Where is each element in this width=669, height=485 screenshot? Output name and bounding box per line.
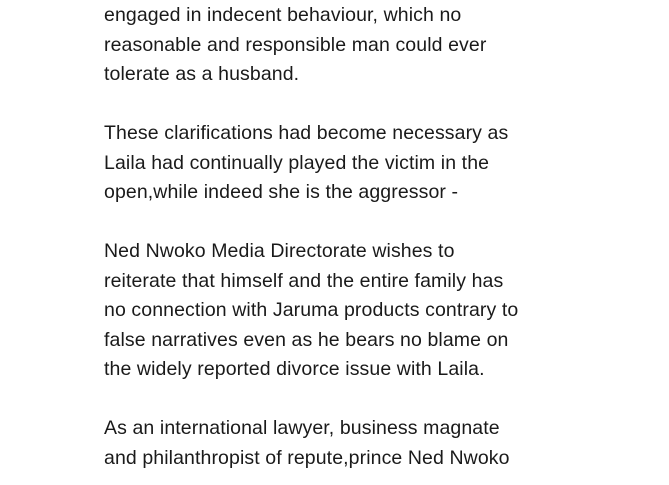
text-line: no connection with Jaruma products contrary to bbox=[104, 299, 519, 321]
text-line: reasonable and responsible man could ever bbox=[104, 33, 487, 56]
text-line: These clarifications had become necessary as bbox=[104, 122, 509, 144]
paragraph-international-lawyer bbox=[104, 414, 624, 473]
paragraph-media-directorate bbox=[104, 237, 624, 385]
text-line: tolerate as a husband. bbox=[104, 63, 300, 85]
text-line: and philanthropist of repute,prince Ned Nwoko bbox=[104, 446, 510, 469]
document-body bbox=[104, 0, 624, 473]
paragraph-spacer bbox=[104, 208, 624, 238]
text-line: engaged in indecent behaviour, which no bbox=[104, 4, 462, 26]
paragraph-spacer bbox=[104, 385, 624, 415]
text-line: open,while indeed she is the aggressor - bbox=[104, 181, 459, 203]
paragraph-clarifications bbox=[104, 119, 624, 208]
text-line: false narratives even as he bears no blame on bbox=[104, 328, 509, 351]
text-line: the widely reported divorce issue with Laila. bbox=[104, 358, 485, 380]
text-line: Ned Nwoko Media Directorate wishes to bbox=[104, 240, 455, 262]
text-line: Laila had continually played the victim in the bbox=[104, 151, 490, 174]
text-line: As an international lawyer, business magnate bbox=[104, 417, 500, 439]
paragraph-spacer bbox=[104, 90, 624, 120]
paragraph-indecent-behaviour bbox=[104, 1, 624, 90]
text-line: reiterate that himself and the entire family has bbox=[104, 269, 504, 292]
